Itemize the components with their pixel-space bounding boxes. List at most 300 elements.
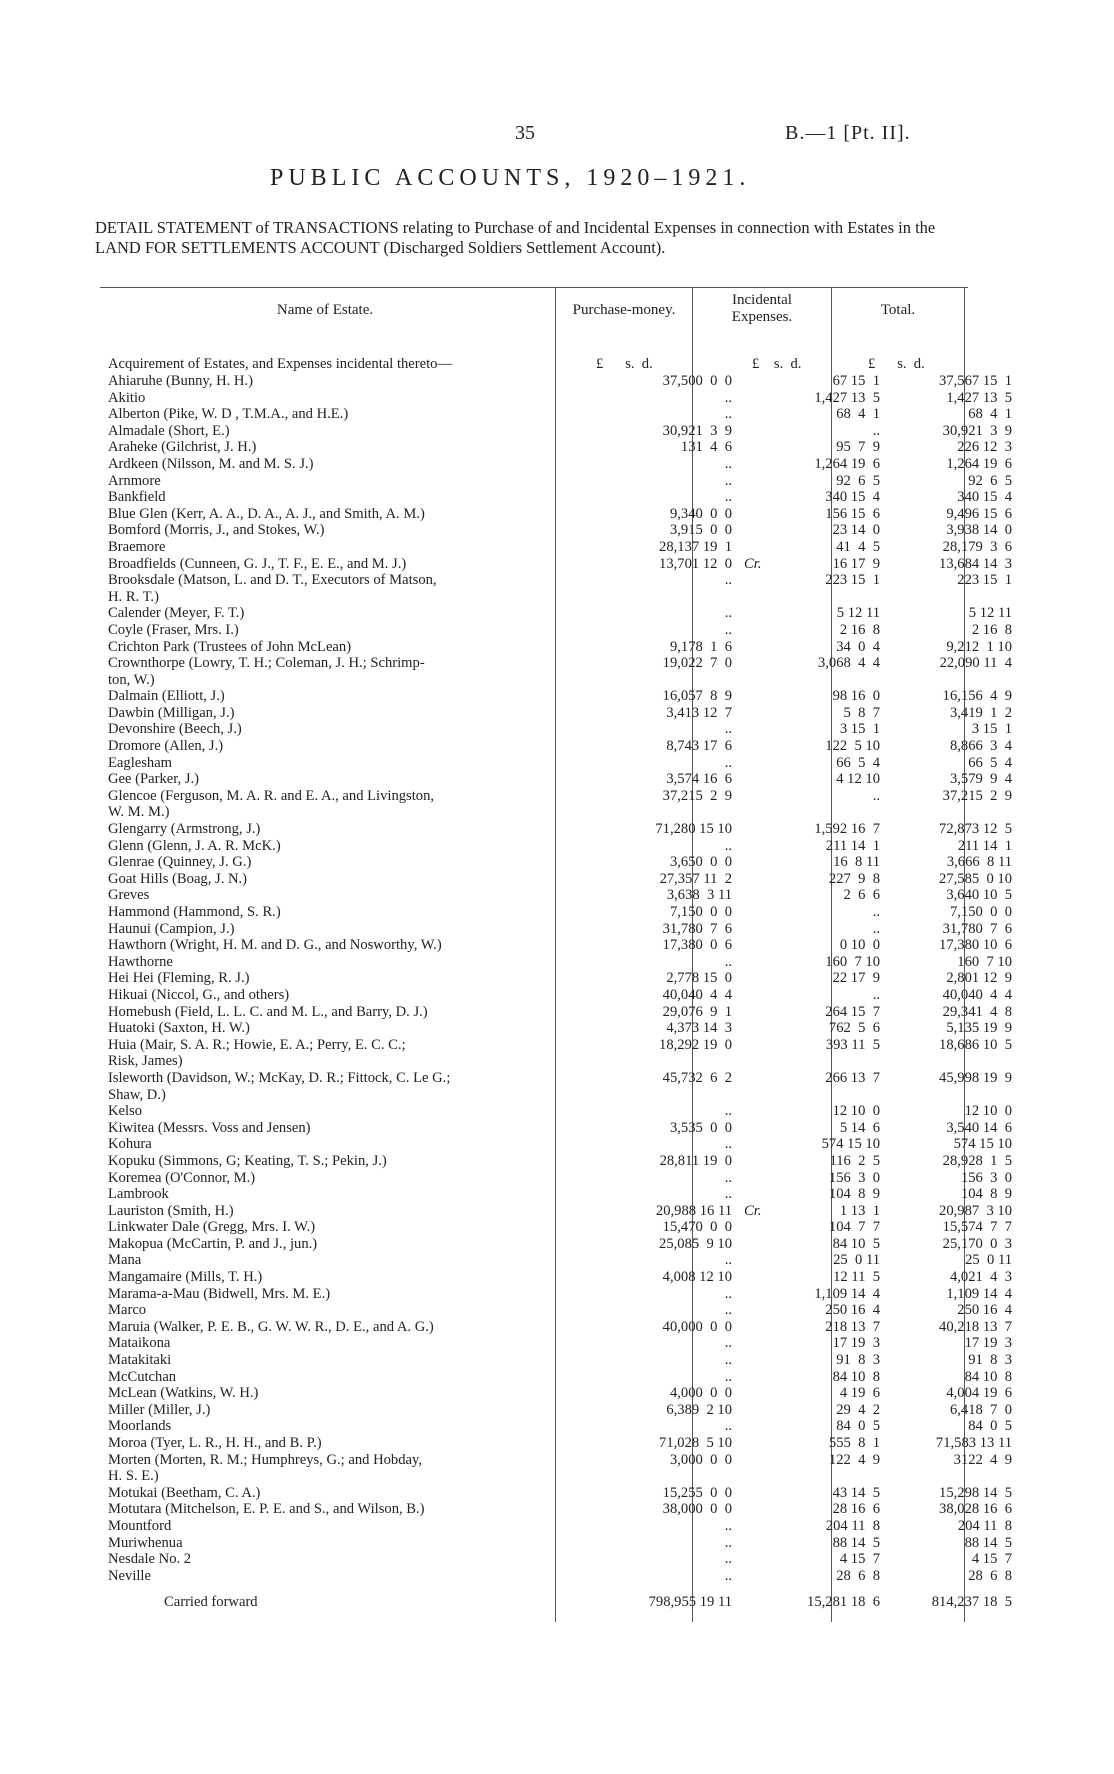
purchase-money: .. — [724, 1517, 732, 1534]
currency-purchase: £ s. d. — [596, 356, 653, 372]
estate-name: Akitio — [108, 389, 146, 406]
table-row — [108, 473, 1024, 490]
estate-name: H. S. E.) — [108, 1468, 159, 1485]
table-row — [108, 1153, 1024, 1170]
estate-name: Moorlands — [108, 1418, 172, 1435]
estate-name: Dawbin (Milligan, J.) — [108, 704, 235, 721]
incidental-expenses: 0 10 0 — [839, 937, 880, 954]
purchase-money: .. — [724, 1302, 732, 1319]
table-row — [108, 1053, 1024, 1070]
incidental-expenses — [770, 1053, 894, 1070]
total-amount: 18,686 10 5 — [939, 1036, 1012, 1053]
purchase-money: .. — [724, 1567, 732, 1584]
purchase-money: 6,389 2 10 — [666, 1401, 732, 1418]
total-amount: 3,938 14 0 — [946, 522, 1012, 539]
purchase-money: 38,000 0 0 — [662, 1501, 732, 1518]
table-row — [108, 1203, 1024, 1220]
table-row — [108, 970, 1024, 987]
purchase-money: 13,701 12 0 — [659, 555, 732, 572]
incidental-expenses: 68 4 1 — [836, 406, 880, 423]
table-row — [108, 1236, 1024, 1253]
estate-name: Brooksdale (Matson, L. and D. T., Executors of Matson, — [108, 572, 437, 589]
table-row — [108, 456, 1024, 473]
total-amount: 5 12 11 — [968, 605, 1012, 622]
credit-marker — [744, 1485, 770, 1502]
estate-name: McLean (Watkins, W. H.) — [108, 1385, 259, 1402]
credit-marker — [744, 904, 770, 921]
total-amount: 28,928 1 5 — [942, 1152, 1012, 1169]
estate-name: Marama-a-Mau (Bidwell, Mrs. M. E.) — [108, 1285, 331, 1302]
credit-marker — [744, 721, 770, 738]
total-amount: 37,567 15 1 — [939, 373, 1012, 389]
purchase-money: 7,150 0 0 — [669, 904, 732, 920]
credit-marker — [744, 771, 770, 788]
incidental-expenses: 67 15 1 — [832, 373, 880, 389]
total-amount: 71,583 13 11 — [935, 1435, 1012, 1451]
table-row — [108, 1004, 1024, 1021]
incidental-expenses: 12 10 0 — [832, 1103, 880, 1120]
credit-marker — [744, 605, 770, 622]
total-amount: 3,640 10 5 — [946, 887, 1012, 904]
credit-marker — [744, 1103, 770, 1120]
purchase-money: 25,085 9 10 — [659, 1235, 732, 1252]
purchase-money: .. — [724, 621, 732, 638]
estate-name: Linkwater Dale (Gregg, Mrs. I. W.) — [108, 1219, 316, 1236]
credit-marker — [744, 1568, 770, 1585]
credit-marker — [744, 1402, 770, 1419]
incidental-expenses: 84 10 8 — [832, 1368, 880, 1385]
table-top-rule — [100, 287, 968, 288]
credit-marker — [744, 539, 770, 556]
purchase-money: 19,022 7 0 — [662, 655, 732, 672]
incidental-expenses: 5 8 7 — [843, 704, 880, 721]
total-amount: 3122 4 9 — [953, 1451, 1012, 1468]
total-amount: 211 14 1 — [957, 837, 1012, 854]
estate-name: Arnmore — [108, 472, 161, 489]
purchase-money: .. — [724, 1368, 732, 1385]
table-row — [108, 1385, 1024, 1402]
table-row — [108, 1170, 1024, 1187]
purchase-money: 71,028 5 10 — [659, 1435, 732, 1451]
total-amount: 40,218 13 7 — [939, 1318, 1012, 1335]
incidental-expenses: .. — [872, 986, 880, 1003]
purchase-money — [617, 672, 744, 689]
credit-marker — [744, 1153, 770, 1170]
total-amount: 25,170 0 3 — [942, 1235, 1012, 1252]
table-row — [108, 987, 1024, 1004]
purchase-money: 31,780 7 6 — [662, 920, 732, 937]
table-row — [108, 1020, 1024, 1037]
credit-marker — [744, 937, 770, 954]
credit-marker — [744, 1004, 770, 1021]
total-amount: 1,264 19 6 — [946, 455, 1012, 472]
credit-marker — [744, 522, 770, 539]
page-number: 35 — [515, 122, 535, 144]
credit-marker — [744, 1501, 770, 1518]
purchase-money: 4,008 12 10 — [662, 1269, 732, 1286]
incidental-expenses: 762 5 6 — [828, 1020, 880, 1037]
purchase-money: .. — [724, 1352, 732, 1369]
estate-name: Lambrook — [108, 1186, 169, 1203]
table-row — [108, 788, 1024, 805]
purchase-money — [617, 589, 744, 606]
incidental-expenses: 16 17 9 — [832, 555, 880, 572]
table-row — [108, 522, 1024, 539]
total-amount: 28 6 8 — [968, 1567, 1012, 1584]
credit-marker — [744, 871, 770, 888]
table-row — [108, 406, 1024, 423]
purchase-money: 17,380 0 6 — [662, 937, 732, 954]
total-amount: 68 4 1 — [968, 406, 1012, 423]
incidental-expenses: 29 4 2 — [836, 1401, 880, 1418]
estate-name: Lauriston (Smith, H.) — [108, 1202, 234, 1219]
incidental-expenses: 5 12 11 — [836, 605, 880, 622]
credit-marker — [744, 921, 770, 938]
estate-name: Moroa (Tyer, L. R., H. H., and B. P.) — [108, 1435, 322, 1451]
total-amount: 2,801 12 9 — [946, 970, 1012, 987]
purchase-money: .. — [724, 472, 732, 489]
table-row — [108, 937, 1024, 954]
estate-name: Glengarry (Armstrong, J.) — [108, 821, 261, 838]
table-row — [108, 1501, 1024, 1518]
incidental-expenses — [770, 804, 894, 821]
table-row — [108, 1452, 1024, 1469]
estate-name: Braemore — [108, 538, 166, 555]
incidental-expenses: 104 8 9 — [828, 1186, 880, 1203]
total-amount: 7,150 0 0 — [949, 904, 1012, 920]
table-row — [108, 688, 1024, 705]
table-row — [108, 1286, 1024, 1303]
incidental-expenses: 16 8 11 — [833, 854, 880, 871]
table-row — [108, 854, 1024, 871]
credit-marker — [744, 738, 770, 755]
purchase-money: 30,921 3 9 — [662, 422, 732, 439]
header-purchase-money: Purchase-money. — [572, 302, 676, 318]
total-amount: 88 14 5 — [964, 1534, 1012, 1551]
credit-marker — [744, 473, 770, 490]
incidental-expenses: 156 15 6 — [825, 505, 880, 522]
purchase-money — [617, 1053, 744, 1070]
currency-total: £ s. d. — [868, 356, 925, 372]
purchase-money: 20,988 16 11 — [655, 1202, 732, 1219]
estate-name: Mana — [108, 1252, 142, 1269]
estate-name: Araheke (Gilchrist, J. H.) — [108, 439, 257, 456]
total-amount: 223 15 1 — [957, 572, 1012, 589]
total-amount — [894, 804, 1024, 821]
credit-marker — [744, 639, 770, 656]
total-amount: 6,418 7 0 — [949, 1401, 1012, 1418]
page-title: PUBLIC ACCOUNTS, 1920–1921. — [270, 165, 751, 191]
purchase-money: 3,535 0 0 — [669, 1119, 732, 1136]
credit-marker — [744, 987, 770, 1004]
incidental-expenses: 4 12 10 — [836, 771, 880, 788]
purchase-money: .. — [724, 406, 732, 423]
incidental-expenses: 264 15 7 — [825, 1003, 880, 1020]
credit-marker — [744, 1352, 770, 1369]
total-amount: 4,004 19 6 — [946, 1385, 1012, 1402]
incidental-expenses: 574 15 10 — [821, 1136, 880, 1153]
total-amount: 1,427 13 5 — [946, 389, 1012, 406]
purchase-money: 3,638 3 11 — [666, 887, 732, 904]
credit-marker — [744, 390, 770, 407]
purchase-money: 9,178 1 6 — [669, 638, 732, 655]
estate-name: Bankfield — [108, 489, 166, 506]
estate-name: Risk, James) — [108, 1053, 183, 1070]
table-row — [108, 1120, 1024, 1137]
purchase-money: 40,040 4 4 — [662, 986, 732, 1003]
estate-name: Marco — [108, 1302, 147, 1319]
estate-name: Hei Hei (Fleming, R. J.) — [108, 970, 250, 987]
purchase-money: 8,743 17 6 — [666, 738, 732, 755]
incidental-expenses: 12 11 5 — [833, 1269, 880, 1286]
estate-name: Hammond (Hammond, S. R.) — [108, 904, 281, 920]
purchase-money — [617, 1087, 744, 1104]
credit-marker — [744, 838, 770, 855]
carried-forward-row — [108, 1584, 1024, 1611]
credit-marker — [744, 1136, 770, 1153]
incidental-expenses: 3,068 4 4 — [817, 655, 880, 672]
credit-marker — [744, 1186, 770, 1203]
table-row — [108, 639, 1024, 656]
purchase-money: .. — [724, 1186, 732, 1203]
table-row — [108, 1335, 1024, 1352]
table-row — [108, 1252, 1024, 1269]
purchase-money: .. — [724, 572, 732, 589]
credit-marker — [744, 854, 770, 871]
total-amount: 27,585 0 10 — [939, 870, 1012, 887]
credit-marker — [744, 1335, 770, 1352]
purchase-money: .. — [724, 1534, 732, 1551]
credit-marker — [744, 1435, 770, 1452]
credit-marker — [744, 1037, 770, 1054]
credit-marker — [744, 655, 770, 672]
carried-forward-label: Carried forward — [164, 1594, 258, 1611]
estate-name: Kohura — [108, 1136, 152, 1153]
incidental-expenses: 84 10 5 — [832, 1235, 880, 1252]
table-row — [108, 572, 1024, 589]
total-amount: 3,666 8 11 — [946, 854, 1012, 871]
estate-name: Nesdale No. 2 — [108, 1551, 192, 1568]
credit-marker — [744, 1302, 770, 1319]
incidental-expenses: .. — [872, 920, 880, 937]
table-row — [108, 1435, 1024, 1452]
estate-name: Dalmain (Elliott, J.) — [108, 688, 225, 705]
estate-name: Motukai (Beetham, C. A.) — [108, 1484, 261, 1501]
currency-incidental: £ s. d. — [752, 356, 802, 372]
credit-marker — [744, 622, 770, 639]
purchase-money: .. — [724, 1285, 732, 1302]
estate-name: Glenrae (Quinney, J. G.) — [108, 854, 252, 871]
purchase-money: .. — [724, 1335, 732, 1352]
total-amount: 84 10 8 — [964, 1368, 1012, 1385]
total-amount: 160 7 10 — [957, 953, 1012, 970]
estate-name: Haunui (Campion, J.) — [108, 920, 235, 937]
table-row — [108, 738, 1024, 755]
total-amount: 20,987 3 10 — [939, 1202, 1012, 1219]
purchase-money — [617, 804, 744, 821]
table-row — [108, 838, 1024, 855]
credit-marker — [744, 1535, 770, 1552]
purchase-money: 3,413 12 7 — [666, 704, 732, 721]
total-amount: 66 5 4 — [968, 754, 1012, 771]
incidental-expenses: 266 13 7 — [825, 1069, 880, 1086]
credit-marker — [744, 1120, 770, 1137]
incidental-expenses: 218 13 7 — [825, 1318, 880, 1335]
credit-marker — [744, 1319, 770, 1336]
incidental-expenses: 1,264 19 6 — [814, 455, 880, 472]
incidental-expenses: 25 0 11 — [833, 1252, 880, 1269]
estate-name: Devonshire (Beech, J.) — [108, 721, 242, 738]
incidental-expenses: 393 11 5 — [825, 1036, 880, 1053]
carried-forward-total: 814,237 18 5 — [931, 1594, 1012, 1611]
incidental-expenses: 1,592 16 7 — [814, 821, 880, 838]
total-amount: 2 16 8 — [971, 621, 1012, 638]
credit-marker — [744, 688, 770, 705]
incidental-expenses: 92 6 5 — [836, 472, 880, 489]
estate-name: Miller (Miller, J.) — [108, 1401, 211, 1418]
incidental-expenses: 4 19 6 — [839, 1385, 880, 1402]
estate-name: Kiwitea (Messrs. Voss and Jensen) — [108, 1119, 311, 1136]
incidental-expenses: 4 15 7 — [839, 1551, 880, 1568]
estate-name: Muriwhenua — [108, 1534, 183, 1551]
estate-name: Makopua (McCartin, P. and J., jun.) — [108, 1235, 318, 1252]
total-amount — [894, 672, 1024, 689]
purchase-money: .. — [724, 455, 732, 472]
table-row — [108, 1037, 1024, 1054]
table-row — [108, 804, 1024, 821]
purchase-money: 37,500 0 0 — [662, 373, 732, 389]
credit-marker — [744, 1385, 770, 1402]
incidental-expenses: .. — [872, 904, 880, 920]
incidental-expenses — [770, 1087, 894, 1104]
estate-name: Mountford — [108, 1517, 172, 1534]
purchase-money: 40,000 0 0 — [662, 1318, 732, 1335]
credit-marker — [744, 1452, 770, 1469]
incidental-expenses: 223 15 1 — [825, 572, 880, 589]
incidental-expenses: 227 9 8 — [828, 870, 880, 887]
estate-name: Crichton Park (Trustees of John McLean) — [108, 638, 352, 655]
carried-forward-purchase: 798,955 19 11 — [648, 1594, 732, 1611]
credit-marker — [744, 1369, 770, 1386]
estate-name: Maruia (Walker, P. E. B., G. W. W. R., D. E., and A. G.) — [108, 1318, 434, 1335]
purchase-money: .. — [724, 1136, 732, 1153]
credit-marker — [744, 489, 770, 506]
purchase-money: 18,292 19 0 — [659, 1036, 732, 1053]
credit-marker — [744, 1070, 770, 1087]
purchase-money: 3,574 16 6 — [666, 771, 732, 788]
purchase-money: .. — [724, 754, 732, 771]
total-amount: 4 15 7 — [971, 1551, 1012, 1568]
credit-marker — [744, 1252, 770, 1269]
incidental-expenses: 250 16 4 — [825, 1302, 880, 1319]
estate-name: Koremea (O'Connor, M.) — [108, 1169, 256, 1186]
incidental-expenses: 22 17 9 — [832, 970, 880, 987]
table-row — [108, 1219, 1024, 1236]
purchase-money: 71,280 15 10 — [655, 821, 732, 838]
table-row — [108, 1087, 1024, 1104]
table-row — [108, 556, 1024, 573]
table-row — [108, 1568, 1024, 1585]
purchase-money: 28,137 19 1 — [659, 538, 732, 555]
total-amount: 15,574 7 7 — [942, 1219, 1012, 1236]
estate-name: Broadfields (Cunneen, G. J., T. F., E. E., and M. J.) — [108, 555, 407, 572]
total-amount: 22,090 11 4 — [939, 655, 1012, 672]
total-amount: 91 8 3 — [968, 1352, 1012, 1369]
total-amount: 29,341 4 8 — [942, 1003, 1012, 1020]
estate-name: Greves — [108, 887, 150, 904]
credit-marker — [744, 672, 770, 689]
credit-marker — [744, 572, 770, 589]
total-amount: 9,496 15 6 — [946, 505, 1012, 522]
total-amount: 3,540 14 6 — [946, 1119, 1012, 1136]
table-row — [108, 1418, 1024, 1435]
purchase-money: .. — [724, 1252, 732, 1269]
credit-marker — [744, 406, 770, 423]
incidental-expenses: 28 16 6 — [832, 1501, 880, 1518]
purchase-money: 131 4 6 — [680, 439, 732, 456]
table-row — [108, 904, 1024, 921]
credit-marker — [744, 1087, 770, 1104]
purchase-money: 2,778 15 0 — [666, 970, 732, 987]
credit-marker — [744, 788, 770, 805]
estate-name: Calender (Meyer, F. T.) — [108, 605, 245, 622]
estate-name: Gee (Parker, J.) — [108, 771, 199, 788]
purchase-money: 3,650 0 0 — [669, 854, 732, 871]
estate-name: Dromore (Allen, J.) — [108, 738, 224, 755]
estate-name: McCutchan — [108, 1368, 177, 1385]
incidental-expenses: 5 14 6 — [839, 1119, 880, 1136]
incidental-expenses: 17 19 3 — [832, 1335, 880, 1352]
incidental-expenses: 1,427 13 5 — [814, 389, 880, 406]
incidental-expenses: 41 4 5 — [836, 538, 880, 555]
table-row — [108, 771, 1024, 788]
total-amount: 3,579 9 4 — [949, 771, 1012, 788]
total-amount — [894, 1468, 1024, 1485]
estate-name: Matakitaki — [108, 1352, 172, 1369]
estate-name: Homebush (Field, L. L. C. and M. L., and Barry, D. J.) — [108, 1003, 428, 1020]
total-amount: 13,684 14 3 — [939, 555, 1012, 572]
estate-name: Glencoe (Ferguson, M. A. R. and E. A., and Livingston, — [108, 787, 435, 804]
credit-marker — [744, 1286, 770, 1303]
document-reference: B.—1 [Pt. II]. — [785, 122, 911, 144]
estate-name: Coyle (Fraser, Mrs. I.) — [108, 621, 239, 638]
estate-name: Hikuai (Niccol, G., and others) — [108, 986, 290, 1003]
credit-marker — [744, 1269, 770, 1286]
header-name-of-estate: Name of Estate. — [276, 302, 374, 318]
total-amount: 15,298 14 5 — [939, 1484, 1012, 1501]
table-row — [108, 605, 1024, 622]
estate-name: Kelso — [108, 1103, 143, 1120]
incidental-expenses: 28 6 8 — [836, 1567, 880, 1584]
purchase-money: .. — [724, 1169, 732, 1186]
estate-name: Goat Hills (Boag, J. N.) — [108, 870, 248, 887]
estate-name: Isleworth (Davidson, W.; McKay, D. R.; Fittock, C. Le G.; — [108, 1069, 451, 1086]
table-row — [108, 1551, 1024, 1568]
table-row — [108, 1319, 1024, 1336]
purchase-money: 29,076 9 1 — [662, 1003, 732, 1020]
total-amount: 250 16 4 — [957, 1302, 1012, 1319]
total-amount — [894, 1053, 1024, 1070]
total-amount — [894, 1087, 1024, 1104]
total-amount: 156 3 0 — [960, 1169, 1012, 1186]
intro-paragraph: DETAIL STATEMENT of TRANSACTIONS relating to Purchase of and Incidental Expenses in connection with Estates in the LAND FOR SETTLEMENTS ACCOUNT (Discharged Soldiers Settlement Account). — [95, 218, 936, 257]
estate-name: Bomford (Morris, J., and Stokes, W.) — [108, 522, 325, 539]
table-row — [108, 921, 1024, 938]
incidental-expenses: 104 7 7 — [828, 1219, 880, 1236]
total-amount: 4,021 4 3 — [949, 1269, 1012, 1286]
total-amount: 25 0 11 — [965, 1252, 1012, 1269]
credit-marker — [744, 1020, 770, 1037]
